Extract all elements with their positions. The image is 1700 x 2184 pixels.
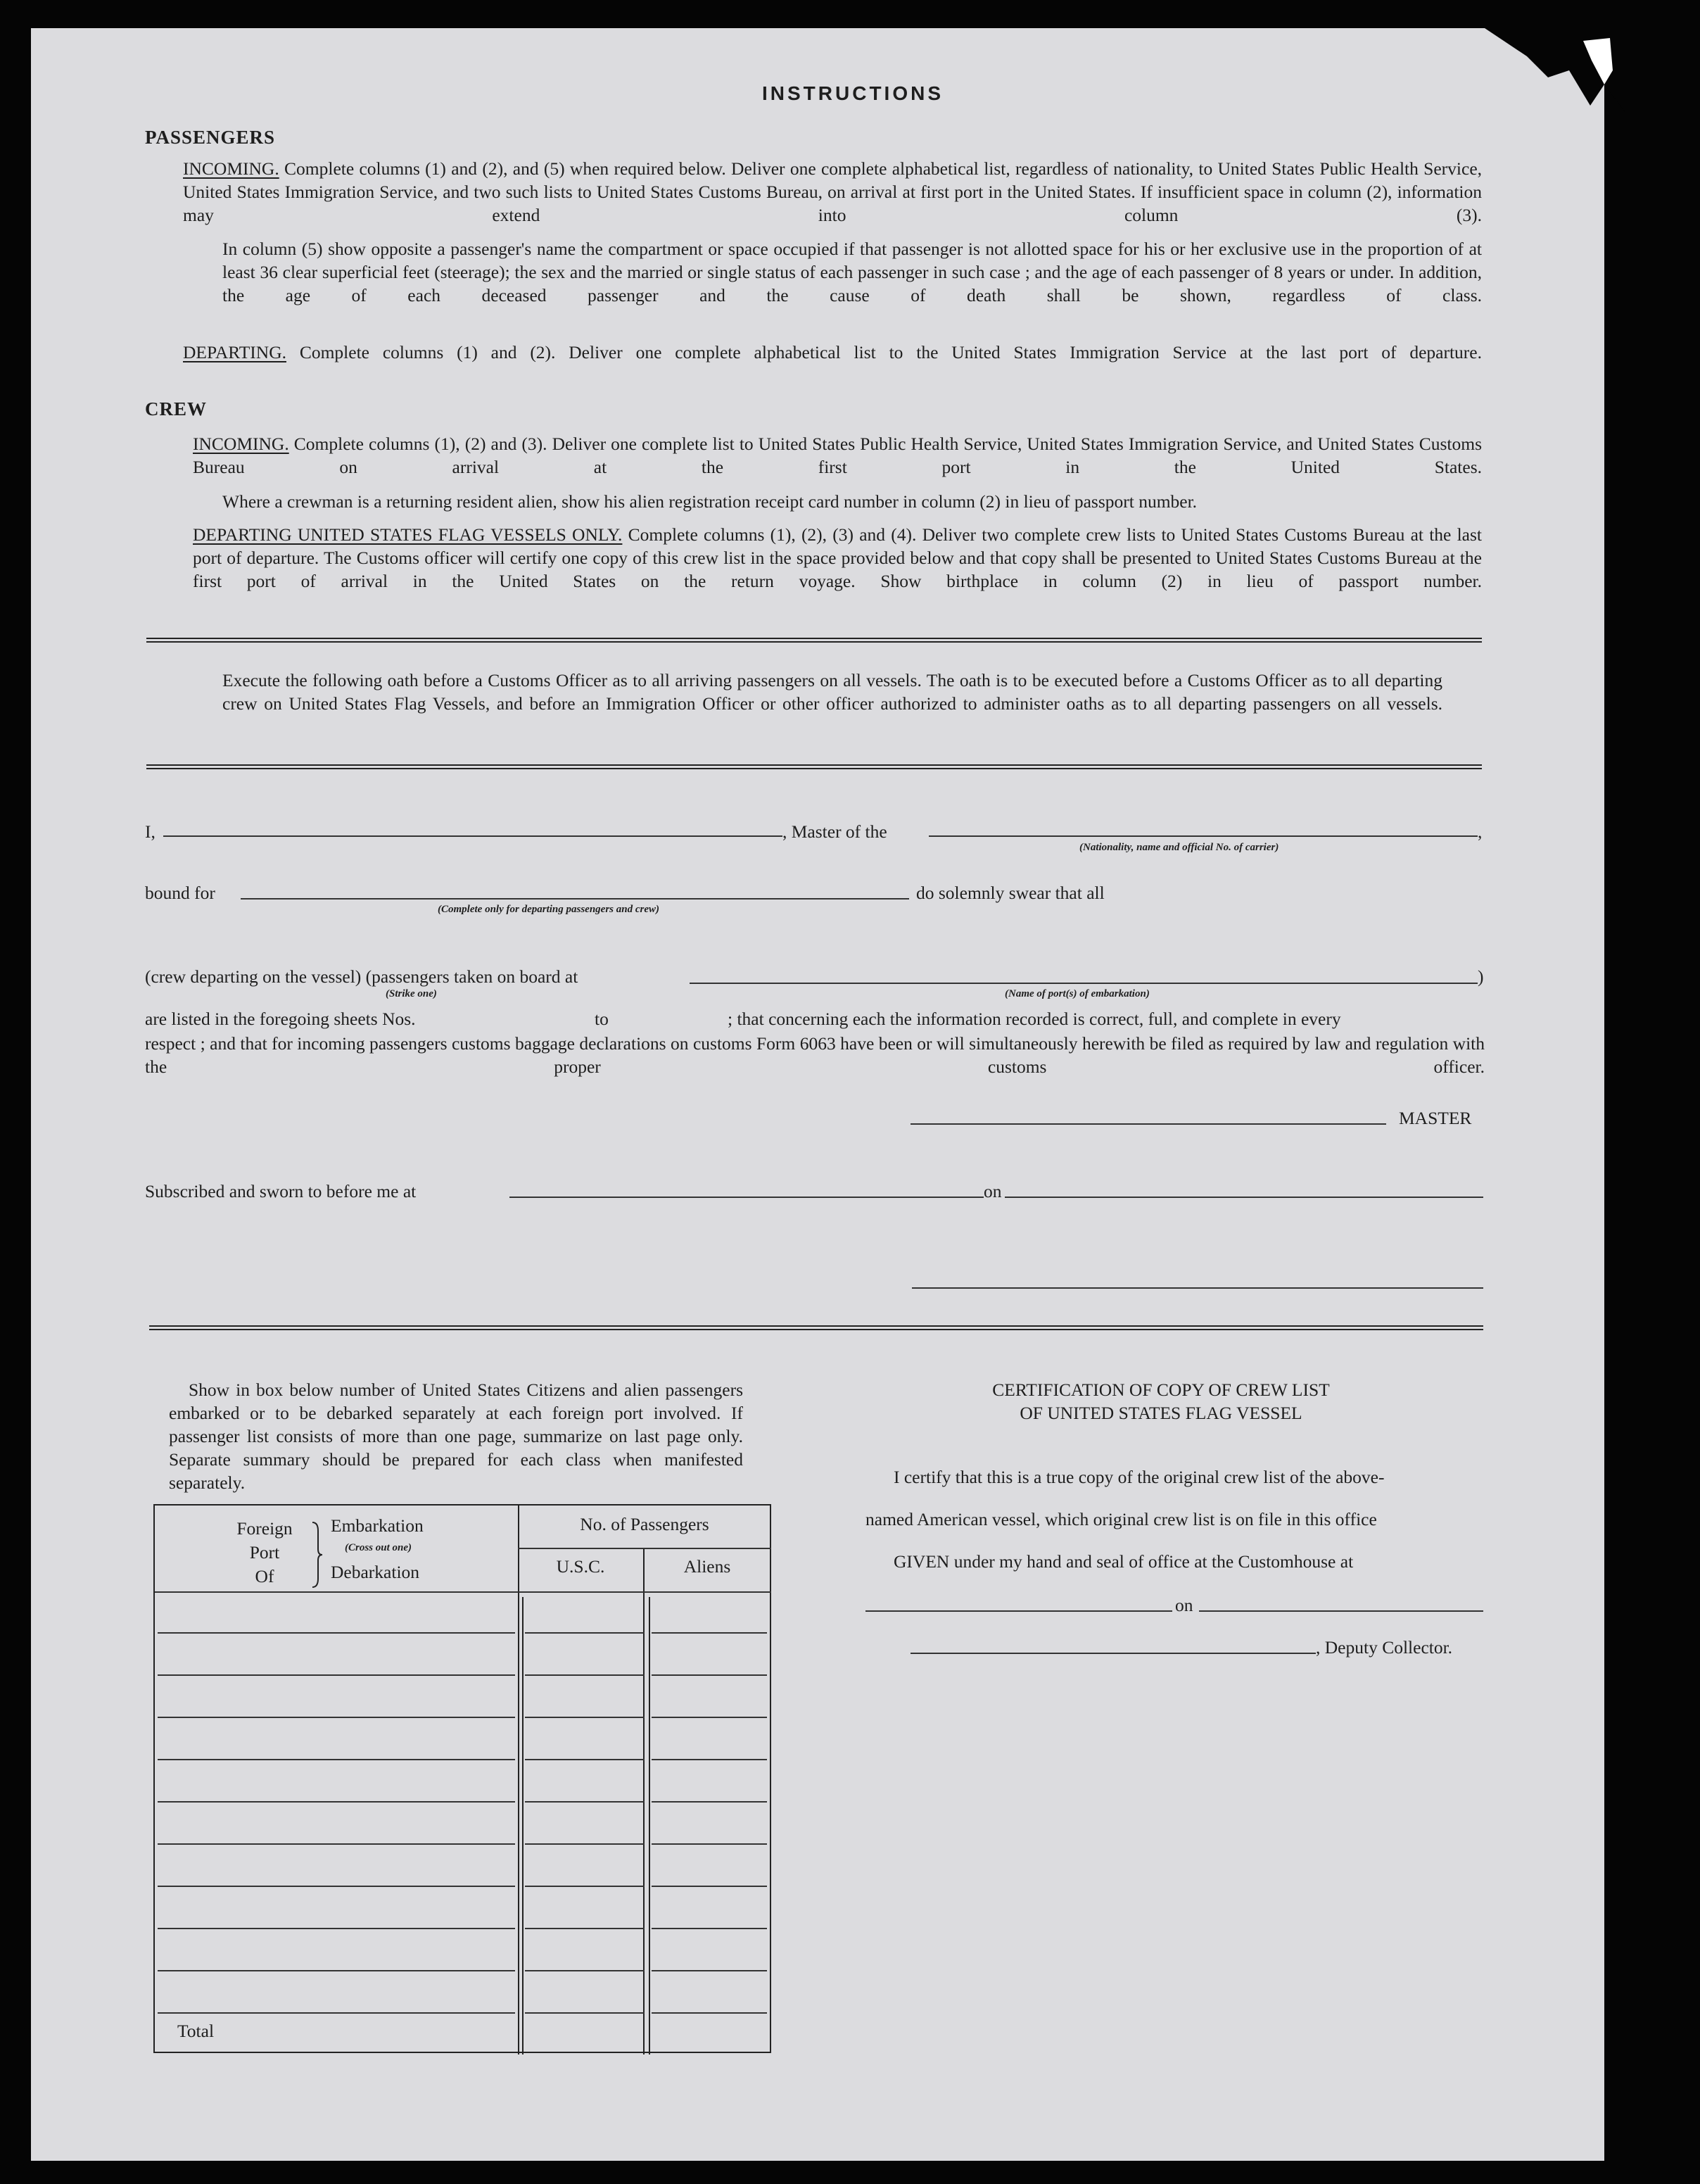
deputy-collector-label: , Deputy Collector. [1316, 1637, 1453, 1658]
bound-for-label: bound for [145, 883, 215, 903]
header-of: Of [255, 1566, 274, 1586]
certification-line3: GIVEN under my hand and seal of office at the Customhouse at [894, 1551, 1354, 1572]
certification-title [865, 1378, 1457, 1425]
sworn-on-label: on [984, 1181, 1002, 1201]
total-label: Total [177, 2021, 215, 2041]
sworn-date-field[interactable] [1005, 1197, 1483, 1198]
crew-departing-text: Complete columns (1), (2), (3) and (4). Deliver two complete crew lists to United States Customs Bureau at the last port of departure. The Customs officer will certify one copy of this crew list in the space provided below and that copy shall be presented to United States Customs Bureau at the first port of arrival in the United States on the return voyage. Show birthplace in column (2) in lieu of passport number. [193, 524, 1482, 591]
summary-instruction: Show in box below number of United States Citizens and alien passengers embarked or to be debarked separately at each foreign port involved. If passenger list consists of more than one page, summarize on last page only. Separate summary should be prepared for each class when manifested separately. [169, 1380, 743, 1493]
oath-instruction-paragraph: Execute the following oath before a Customs Officer as to all arriving passengers on all vessels. The oath is to be executed before a Customs Officer as to all departing crew on United States Flag Vessels, and before an Immigration Officer or other officer authorized to administer oaths as to all departing passengers on all vessels. [222, 670, 1442, 714]
header-port: Port [249, 1542, 280, 1563]
passengers-incoming-text: Complete columns (1) and (2), and (5) when required below. Deliver one complete alphabetical list, regardless of nationality, to United States Public Health Service, United States Immigration Service, and two such lists to United States Customs Bureau, on arrival at first port in the United States. If insufficient space in column (2), information may extend into column (3). [183, 158, 1483, 225]
listed-text-rest: respect ; and that for incoming passengers customs baggage declarations on customs Form 6063 have been or will simultaneously herewith be filed as required by law and regulation with the proper customs officer. [145, 1033, 1485, 1077]
passengers-column5-paragraph: In column (5) show opposite a passenger's name the compartment or space occupied if that passenger is not allotted space for his or her exclusive use in the proportion of at least 36 clear superficial feet (steerage); the sex and the married or single status of each passenger in such case ; and the age of each passenger of 8 years or under. In addition, the age of each deceased passenger and the cause of death shall be shown, regardless of class. [222, 239, 1482, 305]
header-usc: U.S.C. [556, 1556, 605, 1577]
oath-i-label: I, [145, 821, 156, 842]
crew-departing-paragraph [193, 523, 1482, 616]
master-label: MASTER [1399, 1108, 1472, 1128]
passengers-heading: PASSENGERS [145, 127, 276, 148]
vessel-comma: , [1478, 821, 1483, 842]
crew-incoming-text: Complete columns (1), (2) and (3). Deliver one complete list to United States Public Health Service, United States Immigration Service, and United States Customs Bureau on arrival at the first port in the United States. [193, 434, 1483, 477]
bound-for-hint: (Complete only for departing passengers and crew) [438, 904, 659, 915]
master-name-field[interactable] [163, 835, 782, 837]
listed-text-a: are listed in the foregoing sheets Nos. [145, 1009, 416, 1029]
divider-double-3 [149, 1325, 1483, 1330]
listed-text-to: to [595, 1009, 609, 1029]
passengers-incoming-paragraph [183, 157, 1482, 250]
deputy-signature-field[interactable] [911, 1653, 1316, 1654]
swear-label: do solemnly swear that all [916, 883, 1105, 903]
certification-date-field[interactable] [1199, 1610, 1483, 1612]
passenger-summary-table [153, 1504, 771, 2053]
header-foreign-port-of [222, 1517, 307, 1589]
passengers-departing-label: DEPARTING. [183, 342, 286, 362]
brace-icon [310, 1521, 324, 1589]
crew-departing-label: DEPARTING UNITED STATES FLAG VESSELS ONLY. [193, 524, 623, 545]
bound-for-field[interactable] [241, 898, 909, 900]
header-foreign: Foreign [236, 1518, 293, 1539]
subscribed-label: Subscribed and sworn to before me at [145, 1181, 417, 1201]
certification-line1: I certify that this is a true copy of the original crew list of the above- [894, 1467, 1385, 1487]
listed-text-c: ; that concerning each the information recorded is correct, full, and complete in every [728, 1009, 1341, 1029]
crew-departing-label: (crew departing on the vessel) (passengers taken on board at [145, 966, 578, 987]
divider-double-2 [146, 764, 1482, 769]
passengers-departing-paragraph [183, 341, 1482, 387]
instructions-title: INSTRUCTIONS [762, 82, 944, 104]
vessel-name-field[interactable] [929, 835, 1478, 837]
header-debarkation: Debarkation [331, 1562, 420, 1582]
crew-heading: CREW [145, 398, 208, 419]
header-embarkation: Embarkation [331, 1515, 424, 1536]
crew-resident-paragraph: Where a crewman is a returning resident alien, show his alien registration receipt card number in column (2) in lieu of passport number. [222, 491, 1198, 512]
port-hint: (Name of port(s) of embarkation) [1005, 988, 1150, 999]
certification-on-label: on [1175, 1595, 1193, 1615]
passengers-departing-text: Complete columns (1) and (2). Deliver one complete alphabetical list to the United States Immigration Service at the last port of departure. [299, 342, 1482, 362]
crew-incoming-label: INCOMING. [193, 434, 289, 454]
divider-double-1 [146, 638, 1482, 643]
master-signature-field[interactable] [911, 1123, 1386, 1125]
header-aliens: Aliens [683, 1556, 731, 1577]
certification-title-line1: CERTIFICATION OF COPY OF CREW LIST [992, 1380, 1330, 1400]
strike-hint: (Strike one) [386, 988, 437, 999]
sworn-place-field[interactable] [509, 1197, 984, 1198]
header-no-passengers: No. of Passengers [580, 1514, 709, 1534]
passengers-incoming-label: INCOMING. [183, 158, 279, 179]
torn-corner [1485, 28, 1625, 113]
customhouse-field[interactable] [865, 1610, 1172, 1612]
officer-signature-field[interactable] [912, 1287, 1483, 1289]
nationality-hint: (Nationality, name and official No. of carrier) [1079, 842, 1279, 853]
close-paren: ) [1478, 966, 1484, 987]
master-of-label: , Master of the [782, 821, 887, 842]
header-cross-out: (Cross out one) [345, 1542, 412, 1553]
certification-title-line2: OF UNITED STATES FLAG VESSEL [1020, 1403, 1302, 1423]
certification-line2: named American vessel, which original crew list is on file in this office [865, 1509, 1377, 1529]
embarkation-port-field[interactable] [690, 983, 1478, 984]
